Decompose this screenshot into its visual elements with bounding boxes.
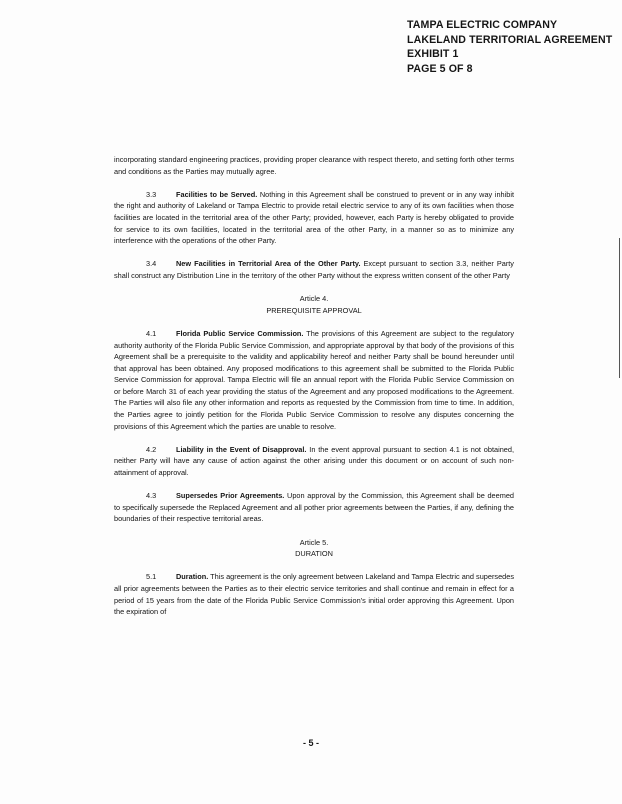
header-exhibit: EXHIBIT 1 [407,48,459,60]
section-number: 4.1 [146,328,157,338]
section-title: Florida Public Service Commission. [176,328,304,338]
page-number: - 5 - [302,738,319,748]
document-body [114,154,514,618]
section-text: Except pursuant to section 3.3, neither Party shall construct any Distribution Line in the territory of the other Party without the express written consent of the other Party [114,259,514,280]
section-text: This agreement is the only agreement between Lakeland and Tampa Electric and supersedes all prior agreements between the Parties as to their electric service territories and shall continue and remain in effect for a period of 15 years from the date of the Florida Public Service Commission's initial order approving this Agreement. Upon the expiration of [114,572,514,617]
header-page: PAGE 5 OF 8 [407,62,473,75]
section-4-2 [114,444,514,479]
article-4-label: Article 4. [299,294,329,304]
section-text: In the event approval pursuant to section 4.1 is not obtained, neither Party will have any cause of action against the other arising under this document or on account of such non-attainment of approval. [114,444,515,478]
section-4-1 [114,328,514,432]
section-text: Nothing in this Agreement shall be construed to prevent or in any way inhibit the right and authority of Lakeland or Tampa Electric to provide retail electric service to any of its own facilities when those facilities are located in the territorial area of the other Party; provided, however, each Party is hereby obligated to provide for service to its own facilities, located in the territorial area of the other Party, in a manner so as to minimize any interference with the operations of the other Party. [114,189,514,246]
header-company: TAMPA ELECTRIC COMPANY [407,19,558,31]
section-3-4 [114,258,514,281]
article-5-label: Article 5. [299,537,329,547]
exhibit-header [407,18,612,76]
article-4-title: PREREQUISITE APPROVAL [266,305,362,315]
scan-edge-line [619,238,620,378]
section-number: 4.2 [146,444,157,454]
section-5-1 [114,571,514,617]
section-title: Liability in the Event of Disapproval. [176,444,307,454]
section-number: 4.3 [146,491,157,501]
section-number: 5.1 [146,572,157,582]
section-title: Supersedes Prior Agreements. [176,491,285,501]
article-5-title: DURATION [295,549,333,559]
section-title: Duration. [176,572,209,582]
section-text: Upon approval by the Commission, this Agreement shall be deemed to specifically supersede the Replaced Agreement and all pother prior agreements between the Parties, if any, defining the boundaries of their respective territorial areas. [114,491,514,524]
section-text: The provisions of this Agreement are subject to the regulatory authority authority of the Florida Public Service Commission, and appropriate approval by that body of the provisions of this Agreement shall be a prerequisite to the validity and applicability hereof and neither Party shall be bound hereunder until that approval has been obtained. Any proposed modifications to this agreement shall be submitted to the Florida Public Service Commission for approval. Tampa Electric will file an annual report with the Florida Public Service Commission on or before March 31 of each year providing the status of the Agreement and any proposed modifications to the Agreement. The Parties will also file any other information and reports as requested by the Commission from time to time. In addition, the Parties agree to jointly petition for the Florida Public Service Commission to resolve any disputes concerning the provisions of this Agreement which the parties are unable to resolve. [114,328,514,431]
header-agreement: LAKELAND TERRITORIAL AGREEMENT [407,33,613,46]
intro-paragraph: incorporating standard engineering practices, providing proper clearance with respect thereto, and setting forth other terms and conditions as the Parties may mutually agree. [114,155,514,176]
section-number: 3.3 [146,189,157,199]
section-title: Facilities to be Served. [176,189,258,199]
section-number: 3.4 [146,259,157,269]
section-4-3 [114,490,514,525]
section-3-3 [114,189,514,247]
section-title: New Facilities in Territorial Area of the Other Party. [176,259,361,269]
